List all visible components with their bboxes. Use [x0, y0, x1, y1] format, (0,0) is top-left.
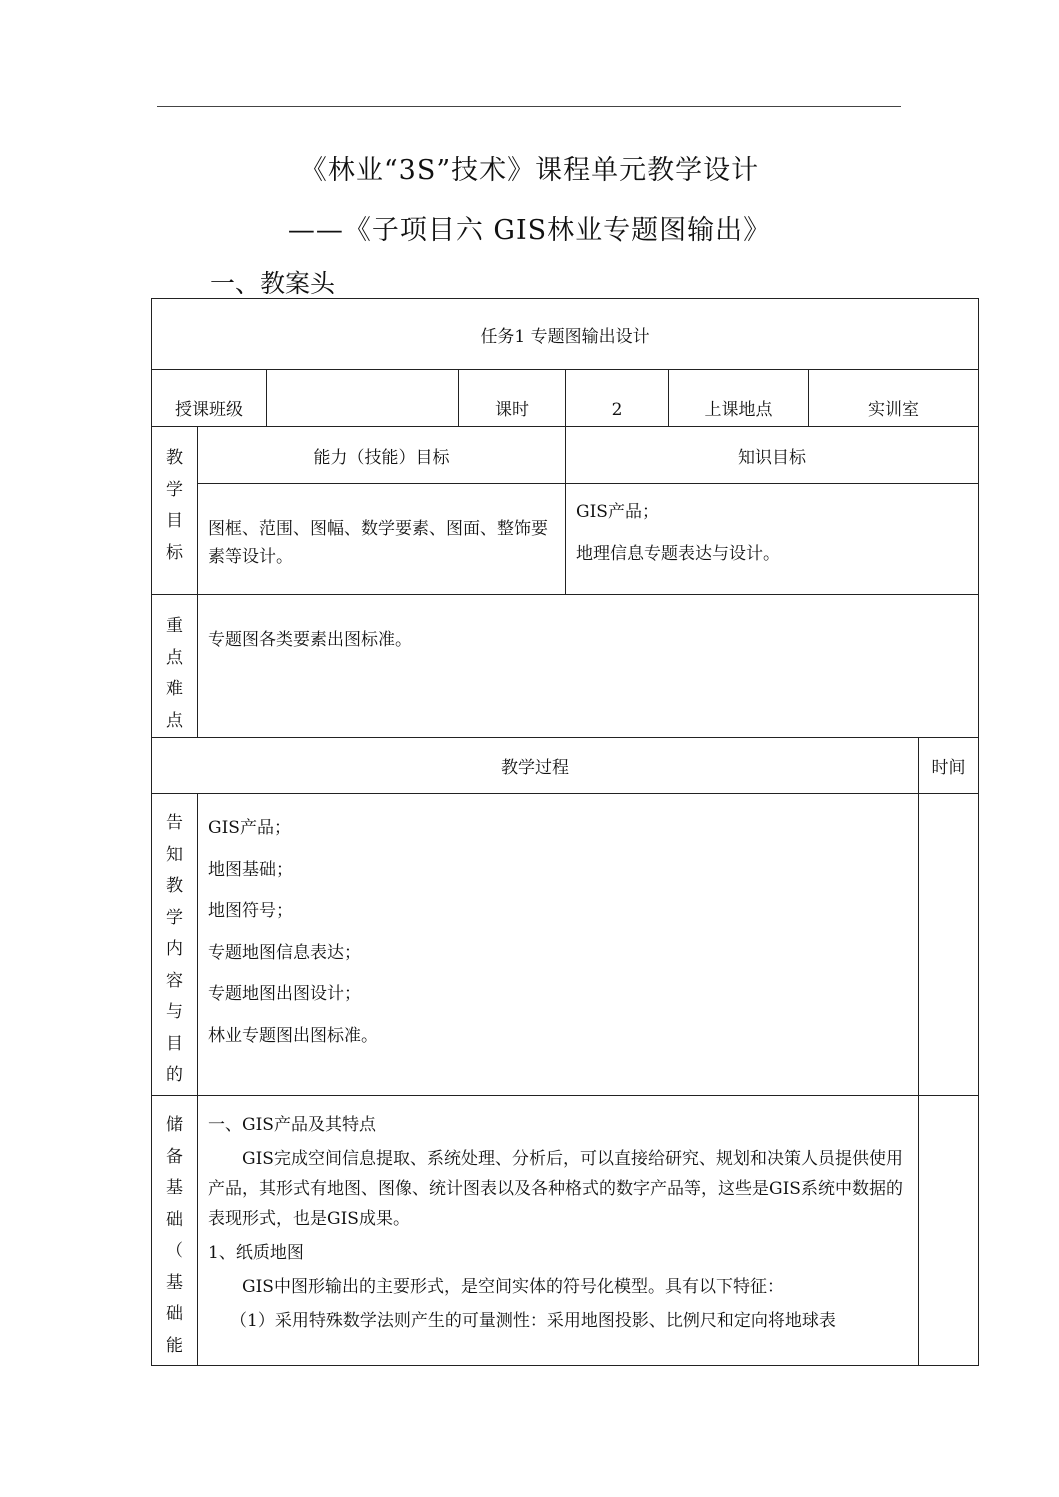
list-item: 专题地图出图设计；	[208, 984, 361, 1004]
reserve-heading: 一、GIS产品及其特点	[208, 1115, 376, 1135]
location-label-cell	[669, 370, 809, 427]
class-label-cell	[152, 370, 267, 427]
reserve-subheading: 1、纸质地图	[208, 1243, 304, 1263]
document-subtitle: ——《子项目六 GIS林业专题图输出》	[287, 215, 772, 246]
ability-text-cell	[198, 484, 566, 595]
keypoints-text: 专题图各类要素出图标准。	[208, 630, 412, 650]
knowledge-header: 知识目标	[738, 447, 807, 468]
lesson-plan-table	[151, 298, 979, 1366]
section-heading: 一、教案头	[210, 269, 336, 298]
knowledge-line: 地理信息专题表达与设计。	[576, 544, 780, 564]
header-rule	[157, 106, 901, 107]
process-header-cell	[152, 738, 919, 794]
list-item: 地图基础；	[208, 859, 293, 880]
inform-time-cell	[919, 794, 979, 1096]
process-header: 教学过程	[501, 758, 569, 778]
keypoints-label: 重 点 难 点	[152, 595, 198, 738]
location-label: 上课地点	[704, 400, 773, 420]
task-title: 任务1 专题图输出设计	[480, 326, 650, 347]
reserve-paragraph: GIS中图形输出的主要形式，是空间实体的符号化模型。具有以下特征：	[242, 1277, 784, 1297]
location-value-cell	[809, 370, 979, 427]
class-value-cell	[267, 370, 459, 427]
keypoints-text-cell	[198, 595, 979, 738]
hours-label: 课时	[495, 400, 529, 420]
time-header-cell	[919, 738, 979, 794]
ability-header-cell	[198, 427, 566, 484]
list-item: 专题地图信息表达；	[208, 942, 361, 963]
reserve-content-cell	[198, 1096, 919, 1366]
class-label: 授课班级	[175, 400, 243, 420]
task-title-cell	[152, 299, 979, 370]
list-item: 林业专题图出图标准。	[208, 1025, 378, 1046]
reserve-time-cell	[919, 1096, 979, 1366]
location-value: 实训室	[868, 400, 920, 420]
reserve-paragraph: GIS完成空间信息提取、系统处理、分析后，可以直接给研究、规划和决策人员提供使用产品，其形式有地图、图像、统计图表以及各种格式的数字产品等，这些是GIS系统中数据的表现形式，也是GIS成果。	[208, 1149, 903, 1229]
ability-header: 能力（技能）目标	[313, 447, 450, 468]
list-item: 地图符号；	[208, 901, 293, 921]
hours-value-cell	[566, 370, 669, 427]
hours-label-cell	[459, 370, 566, 427]
document-title: 《林业“3S”技术》课程单元教学设计	[299, 155, 760, 186]
inform-label: 告 知 教 学 内 容 与 目 的	[152, 794, 198, 1096]
knowledge-header-cell	[566, 427, 979, 484]
knowledge-line: GIS产品；	[576, 502, 659, 522]
ability-text: 图框、范围、图幅、数学要素、图面、整饰要素等设计。	[208, 519, 548, 567]
list-item: GIS产品；	[208, 818, 291, 838]
reserve-paragraph: （1）采用特殊数学法则产生的可量测性：采用地图投影、比例尺和定向将地球表	[230, 1311, 836, 1331]
reserve-label: 储 备 基 础 （ 基 础 能	[152, 1096, 198, 1366]
hours-value: 2	[611, 400, 623, 420]
time-header: 时间	[931, 758, 966, 778]
objectives-label: 教 学 目 标	[152, 427, 198, 595]
inform-content-cell	[198, 794, 919, 1096]
knowledge-text-cell	[566, 484, 979, 595]
